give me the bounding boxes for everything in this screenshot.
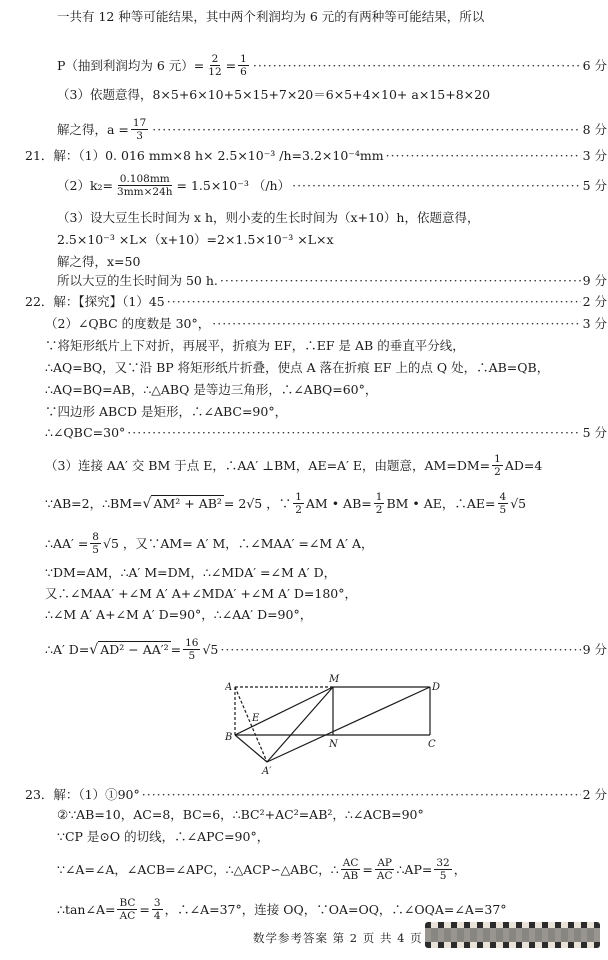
segment-aa2 — [235, 687, 267, 762]
fraction: $\frac{17}{3}$ — [132, 117, 147, 142]
q22-line-5: ∴AQ=BQ=AB，∴△ABQ 是等边三角形，∴∠ABQ=60°， — [45, 382, 378, 397]
solution-line: 解之得，a = $\frac{17}{3}$ ····· 8 分 — [57, 117, 607, 142]
q22-line-11: ∵DM=AM，∴A′ M=DM，∴∠MDA′ =∠M A′ D， — [45, 565, 337, 580]
q23-line-2: ②∵AB=10，AC=8，BC=6，∴BC²+AC²=AB²，∴∠ACB=90° — [57, 807, 424, 822]
q23-line-3: ∵CP 是⊙O 的切线，∴∠APC=90°， — [57, 829, 270, 844]
q22-line-14: ∴A′ D= √ AD² − AA′² = $\frac{16}{5}$ √5 ····· 9 分 — [45, 637, 607, 662]
label-a-prime: A′ — [262, 766, 272, 777]
q21-line-5: 解之得，x=50 — [57, 254, 141, 269]
q22-line-4: ∴AQ=BQ，又∵沿 BP 将矩形纸片折叠，使点 A 落在折痕 EF 上的点 Q 处，∴AB=QB， — [45, 360, 550, 375]
fraction: $\frac{2}{12}$ — [208, 53, 222, 78]
q23-line-4: ∵∠A=∠A，∠ACB=∠APC，∴△ACP∽△ABC，∴ $\frac{AC}{AB}$ = $\frac{AP}{AC}$ ∴AP= $\frac{32}{5}$ ， — [57, 857, 467, 882]
label-d: D — [432, 682, 441, 693]
segment-bm — [235, 687, 333, 735]
page-footer: 数学参考答案 第 2 页 共 4 页 — [253, 931, 423, 945]
geometry-diagram — [225, 670, 450, 780]
q23-line-1: 23．解：（1）①90° ····· 2 分 — [25, 787, 607, 803]
q22-line-13: ∴∠M A′ A+∠M A′ D=90°，∴∠AA′ D=90°， — [45, 607, 313, 622]
q22-line-9: ∵AB=2，∴BM= √ AM² + AB² = 2√5 ，∵ $\frac{1}{2}$ AM • AB= $\frac{1}{2}$ BM • AE，∴AE= $\frac{4}{5}$ √5 — [45, 491, 527, 516]
segment-ba2 — [235, 735, 267, 762]
label-a: A — [225, 682, 233, 693]
q22-line-6: ∵四边形 ABCD 是矩形，∴∠ABC=90°， — [45, 404, 288, 419]
decorative-stripe-overlay — [425, 928, 600, 942]
probability-line: P（抽到利润均为 6 元）= $\frac{2}{12}$ = $\frac{1}{6}$ ····· 6 分 — [57, 53, 607, 78]
q21-line-3: （3）设大豆生长时间为 x h，则小麦的生长时间为（x+10）h，依题意得， — [57, 210, 480, 225]
q21-line-2: （2）k₂= $\frac{0.108mm}{3mm\times 24h}$ = 1.5×10⁻³ （/h） ····· 5 分 — [57, 173, 607, 198]
segment-a2m — [267, 687, 333, 762]
q22-line-3: ∵将矩形纸片上下对折，再展平，折痕为 EF，∴EF 是 AB 的垂直平分线， — [45, 338, 465, 353]
text-line: 一共有 12 种等可能结果，其中两个利润均为 6 元的有两种等可能结果，所以 — [57, 9, 485, 24]
q23-line-5: ∴tan∠A= $\frac{BC}{AC}$ = $\frac{3}{4}$ ，∴∠A=37°，连接 OQ，∵OA=OQ，∴∠OQA=∠A=37° — [57, 897, 507, 922]
label-b: B — [225, 732, 233, 743]
q22-line-1: 22．解：【探究】（1）45 ····· 2 分 — [25, 294, 607, 310]
label-m: M — [329, 674, 340, 685]
q21-line-4: 2.5×10⁻³ ×L×（x+10）=2×1.5×10⁻³ ×L×x — [57, 232, 334, 247]
q22-line-2: （2）∠QBC 的度数是 30°， ····· 3 分 — [45, 316, 607, 332]
label-c: C — [428, 739, 436, 750]
q22-line-7: ∴∠QBC=30° ····· 5 分 — [45, 425, 607, 441]
q22-line-10: ∴AA′ = $\frac{8}{5}$ √5 ，又∵AM= A′ M，∴∠MAA′ =∠M A′ A， — [45, 531, 374, 556]
fraction: $\frac{0.108mm}{3mm\times 24h}$ — [117, 173, 173, 198]
q21-line-1: 21．解：（1）0. 016 mm×8 h× 2.5×10⁻³ /h=3.2×10⁻⁴mm ····· 3 分 — [25, 148, 607, 164]
fraction: $\frac{1}{6}$ — [240, 53, 247, 78]
label-n: N — [329, 739, 338, 750]
label-e: E — [252, 713, 260, 724]
text-line: （3）依题意得，8×5+6×10+5×15+7×20＝6×5+4×10+ a×15+8×20 — [57, 87, 491, 102]
q22-line-12: 又∴∠MAA′ +∠M A′ A+∠MDA′ +∠M A′ D=180°， — [45, 586, 357, 601]
segment-a2d — [267, 687, 430, 762]
q22-line-8: （3）连接 AA′ 交 BM 于点 E，∴AA′ ⊥BM，AE=A′ E，由题意，AM=DM= $\frac{1}{2}$ AD=4 — [45, 453, 543, 478]
score: 8 分 — [582, 121, 607, 137]
q21-line-6: 所以大豆的生长时间为 50 h. ····· 9 分 — [57, 273, 607, 289]
score: 6 分 — [582, 57, 607, 73]
